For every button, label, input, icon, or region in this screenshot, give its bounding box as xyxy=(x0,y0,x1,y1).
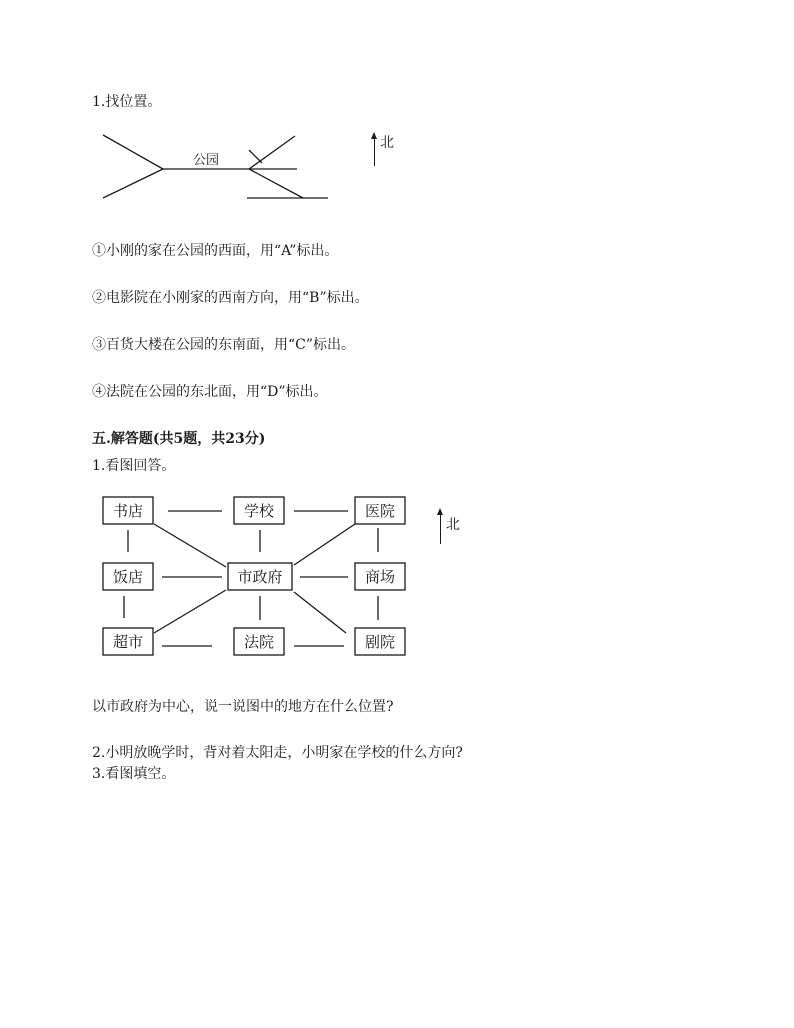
question-item-2: ②电影院在小刚家的西南方向，用“B”标出。 xyxy=(92,290,369,306)
section-heading: 五.解答题(共5题，共23分) xyxy=(92,431,266,447)
question-item-3: ③百货大楼在公园的东南面，用“C”标出。 xyxy=(92,337,356,353)
connector-bookstore-cityhall xyxy=(154,524,226,567)
north-arrow-icon xyxy=(440,510,441,544)
park-label: 公园 xyxy=(193,153,220,168)
road-west-lower xyxy=(103,169,163,198)
label-city-hall: 市政府 xyxy=(237,568,283,586)
connector-supermarket-cityhall xyxy=(154,590,226,633)
label-bookstore: 书店 xyxy=(112,502,144,520)
city-map-diagram xyxy=(0,480,794,680)
label-court: 法院 xyxy=(243,633,275,651)
north-indicator-1 xyxy=(374,134,404,168)
question-5-3: 3.看图填空。 xyxy=(92,766,176,782)
north-label: 北 xyxy=(446,517,460,533)
park-map xyxy=(0,0,794,220)
question-item-1: ①小刚的家在公园的西面，用“A”标出。 xyxy=(92,243,339,259)
north-indicator-2 xyxy=(440,510,470,546)
label-hospital: 医院 xyxy=(364,502,396,520)
road-east-upper xyxy=(249,136,295,169)
label-supermarket: 超市 xyxy=(112,633,144,651)
question-1-title: 1.找位置。 xyxy=(92,94,162,110)
road-west-upper xyxy=(103,135,163,169)
question-5-1-title: 1.看图回答。 xyxy=(92,458,176,474)
north-arrow-icon xyxy=(374,134,375,166)
connector-theater-cityhall xyxy=(294,592,346,633)
label-restaurant: 饭店 xyxy=(112,568,144,586)
label-theater: 剧院 xyxy=(364,633,396,651)
road-east-spur xyxy=(249,150,262,163)
label-school: 学校 xyxy=(243,502,275,520)
road-east-lower xyxy=(249,169,303,198)
question-5-1-prompt: 以市政府为中心，说一说图中的地方在什么位置? xyxy=(92,699,394,715)
north-label: 北 xyxy=(380,135,394,151)
label-mall: 商场 xyxy=(364,568,396,586)
question-5-2: 2.小明放晚学时，背对着太阳走，小明家在学校的什么方向? xyxy=(92,745,463,761)
question-item-4: ④法院在公园的东北面，用“D”标出。 xyxy=(92,384,328,400)
connector-hospital-cityhall xyxy=(294,524,355,565)
